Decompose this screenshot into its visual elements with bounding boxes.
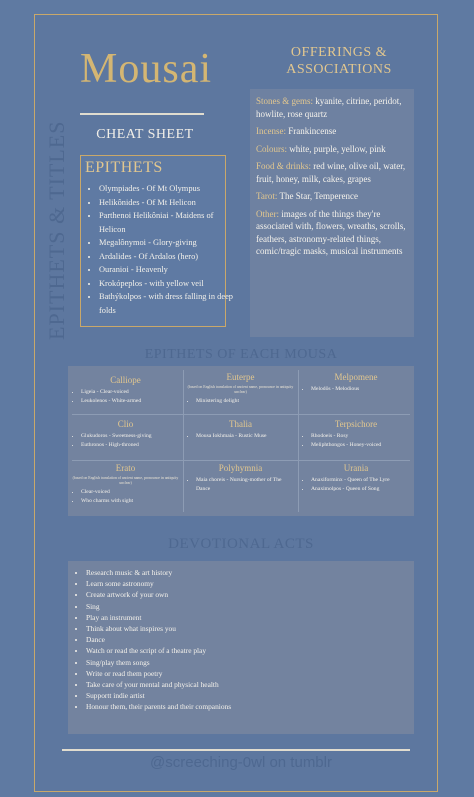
list-item: • Honour them, their parents and their companions: [86, 701, 414, 712]
muse-name: Euterpe: [226, 372, 255, 382]
list-item: • Take care of your mental and physical health: [86, 679, 414, 690]
muse-name: Terpsichore: [334, 419, 378, 429]
offering-key: Food & drinks:: [256, 161, 312, 171]
list-item: • Helikônides - Of Mt Helicon: [99, 196, 235, 210]
list-item: • Maia choreis - Nursing-mother of The Dance: [196, 476, 294, 494]
offerings-heading-line2: ASSOCIATIONS: [286, 62, 392, 77]
list-item: • Anaxiforminx - Queen of The Lyre: [311, 476, 410, 485]
offerings-heading-line1: OFFERINGS &: [290, 45, 388, 60]
list-item: • Ministering delight: [196, 397, 294, 406]
offering-value: kyanite, citrine, peridot, howlite, rose quartz: [256, 96, 402, 119]
offering-row: [256, 125, 408, 138]
offering-row: [256, 190, 408, 203]
muse-name: Thalia: [229, 419, 252, 429]
list-item: • Research music & art history: [86, 567, 414, 578]
muse-cell-euterpe: [183, 369, 298, 409]
offering-key: Incense:: [256, 126, 286, 136]
muse-name: Erato: [115, 463, 136, 473]
muse-cell-melpomene: [298, 369, 414, 397]
list-item: • Megalônymoi - Glory-giving: [99, 236, 235, 250]
list-item: • Rhodoeis - Rosy: [311, 432, 410, 441]
footer-divider: [62, 749, 410, 751]
offering-value: red wine, olive oil, water, fruit, honey, milk, cakes, grapes: [256, 161, 406, 184]
muse-cell-thalia: [183, 416, 298, 444]
muse-name: Melpomene: [334, 372, 378, 382]
muse-cell-erato: [68, 460, 183, 509]
muse-note: (based on English translation of ancient name, pronounce in antiquity unclear): [72, 476, 179, 485]
list-item: • Ouranioi - Heavenly: [99, 263, 235, 277]
list-item: • Melodôs - Melodious: [311, 385, 410, 394]
offerings-heading: [276, 44, 402, 78]
muse-name: Urania: [343, 463, 369, 473]
list-item: • Mousa Iokhmaia - Rustic Muse: [196, 432, 294, 441]
cheat-sheet-subtitle: CHEAT SHEET: [96, 127, 194, 142]
list-item: • Write or read them poetry: [86, 668, 414, 679]
list-item: • Sing/play them songs: [86, 657, 414, 668]
muse-cell-calliope: [68, 372, 183, 409]
muse-note: (based on English translation of ancient name, pronounce in antiquity unclear): [187, 385, 294, 394]
devotional-heading: DEVOTIONAL ACTS: [168, 536, 314, 552]
muse-cell-polyhymnia: [183, 460, 298, 497]
vertical-section-title: EPITHETS & TITLES: [44, 120, 69, 340]
offering-key: Stones & gems:: [256, 96, 314, 106]
offerings-box: [250, 89, 414, 337]
devotional-box: [68, 561, 414, 734]
muse-name: Calliope: [110, 375, 141, 385]
muse-name: Clio: [117, 419, 134, 429]
list-item: • Think about what inspires you: [86, 623, 414, 634]
list-item: • Dance: [86, 634, 414, 645]
offering-value: white, purple, yellow, pink: [287, 143, 386, 154]
page-title: Mousai: [80, 46, 212, 92]
devotional-list: [68, 561, 414, 713]
list-item: • Leukolenos - White-armed: [81, 397, 179, 406]
epithets-box: [80, 155, 233, 327]
list-item: • Krokópeplos - with yellow veil: [99, 277, 235, 291]
offering-row: [256, 143, 408, 156]
offering-key: Other:: [256, 208, 279, 219]
list-item: • Ligeia - Clear-voiced: [81, 388, 179, 397]
list-item: • Create artwork of your own: [86, 589, 414, 600]
list-item: • Parthenoi Helikôniai - Maidens of Helicon: [99, 209, 235, 236]
list-item: • Glukudoros - Sweetness-giving: [81, 432, 179, 441]
epithets-list: [89, 182, 235, 317]
offering-key: Tarot:: [256, 191, 278, 201]
offering-value: images of the things they're associated with, flowers, wreaths, scrolls, feathers, astronomy-related things, comic/tragic masks, musical instruments: [256, 208, 406, 256]
each-mousa-heading: EPITHETS OF EACH MOUSA: [144, 347, 338, 362]
list-item: • Meliphthongos - Honey-voiced: [311, 441, 410, 450]
grid-divider: [72, 414, 410, 415]
muse-cell-clio: [68, 416, 183, 453]
muse-cell-urania: [298, 460, 414, 497]
offering-key: Colours:: [256, 143, 288, 154]
offering-value: Frankincense: [285, 126, 337, 136]
offering-row: [256, 160, 408, 185]
muse-cell-terpsichore: [298, 416, 414, 453]
offering-row: [256, 208, 408, 258]
list-item: • Olympiades - Of Mt Olympus: [99, 182, 235, 196]
credit-text: @screeching-0wl on tumblr: [150, 754, 332, 771]
list-item: • Euthronos - High-throned: [81, 441, 179, 450]
list-item: • Ardalides - Of Ardalos (hero): [99, 250, 235, 264]
list-item: • Anaximolpos - Queen of Song: [311, 485, 410, 494]
list-item: • Sing: [86, 601, 414, 612]
list-item: • Watch or read the script of a theatre play: [86, 645, 414, 656]
list-item: • Bathýkolpos - with dress falling in deep folds: [99, 290, 235, 317]
list-item: • Who charms with sight: [81, 497, 179, 506]
muse-grid: [68, 366, 414, 516]
list-item: • Supportt indie artist: [86, 690, 414, 701]
epithets-heading: EPITHETS: [85, 159, 163, 176]
offering-row: [256, 95, 408, 120]
list-item: • Clear-voiced: [81, 488, 179, 497]
list-item: • Learn some astronomy: [86, 578, 414, 589]
offering-value: The Star, Temperence: [277, 191, 359, 201]
list-item: • Play an instrument: [86, 612, 414, 623]
title-divider: [80, 113, 204, 115]
muse-name: Polyhymnia: [218, 463, 263, 473]
